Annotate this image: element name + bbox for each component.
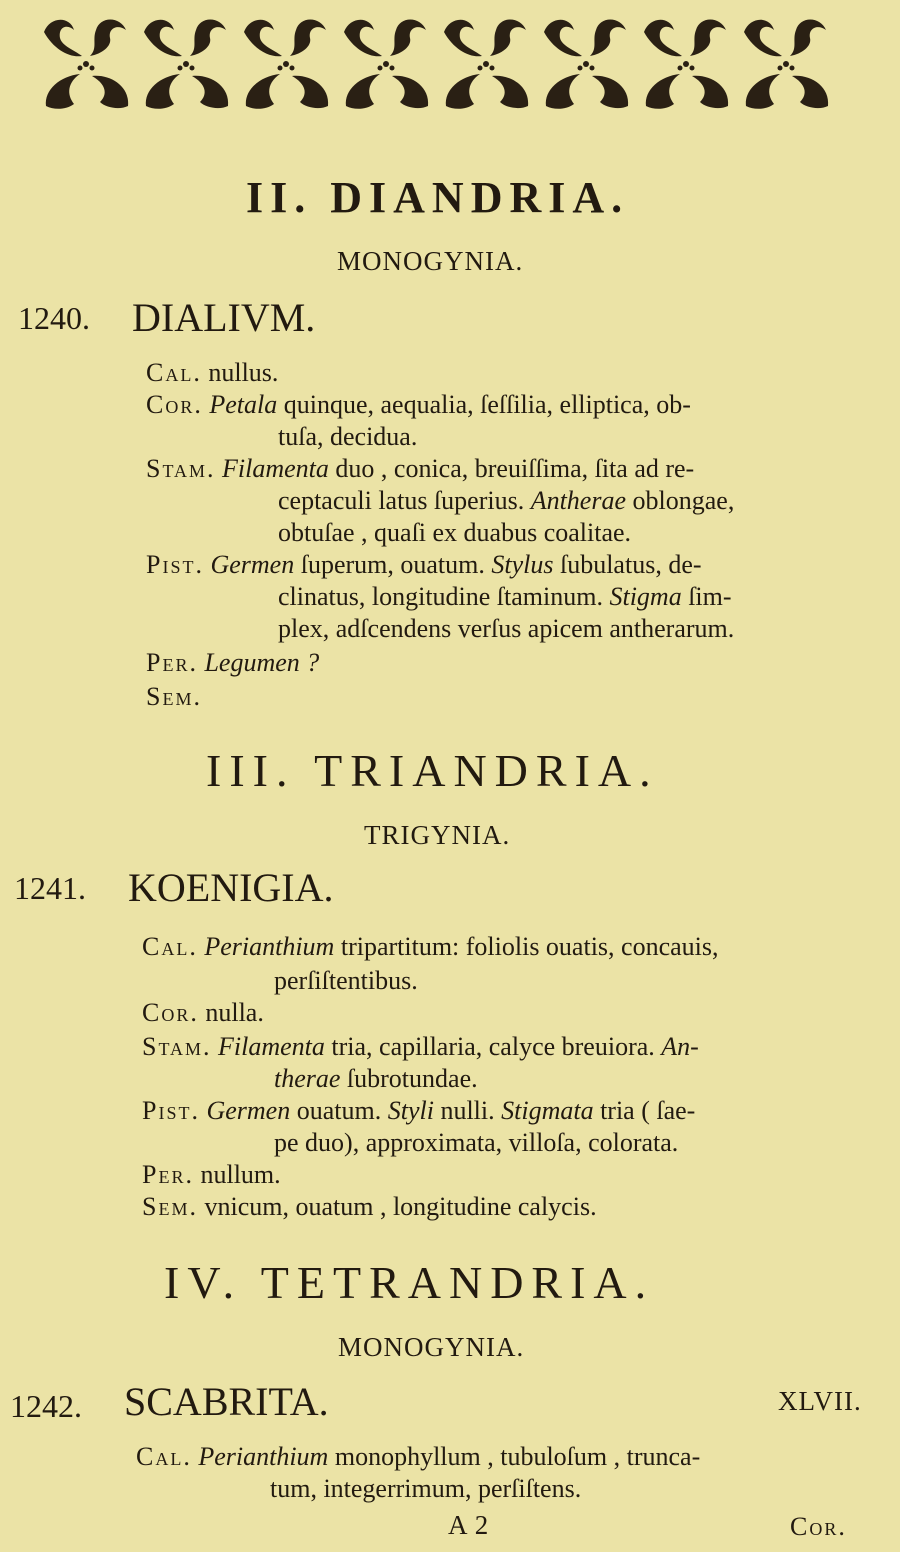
line-italic: Perianthium [204,932,335,961]
catchword: Cor. [790,1512,847,1541]
line-text: nullum. [200,1160,281,1189]
line-text: clinatus, longitudine ſtaminum. [278,582,610,611]
line-text: perſiſtentibus. [274,966,418,995]
line-text: monophyllum , tubuloſum , trunca- [328,1442,701,1471]
line-label: Cal. [142,932,198,961]
line-text: ſubrotundae. [340,1064,478,1093]
description-line [270,1474,581,1504]
description-line [142,998,264,1028]
line-text: quinque, aequalia, ſeſſilia, elliptica, ob- [277,390,691,419]
genus-number: 1241. [14,870,86,906]
line-text: ouatum. [290,1096,388,1125]
line-label: Cal. [136,1442,192,1471]
line-italic: Styli [387,1096,434,1125]
line-label: Per. [146,648,198,677]
description-line [142,1032,699,1062]
line-label: Cal. [146,358,202,387]
line-label: Stam. [146,454,216,483]
class-title: III. TRIANDRIA. [206,745,659,796]
description-line [274,1128,678,1158]
line-italic: Petala [209,390,278,419]
line-text: duo , conica, breuiſſima, ſita ad re- [328,454,695,483]
line-label: Cor. [146,390,203,419]
line-label: Pist. [142,1096,200,1125]
description-line [146,454,694,484]
description-line [146,682,202,712]
line-label: Stam. [142,1032,212,1061]
line-label: Sem. [142,1192,198,1221]
class-title: IV. TETRANDRIA. [164,1257,655,1308]
line-label: Sem. [146,682,202,711]
line-italic: therae [274,1064,341,1093]
line-italic: Legumen ? [204,648,320,677]
signature-mark: A 2 [448,1510,490,1540]
line-text: ſim- [681,582,732,611]
line-text: obtuſae , quaſi ex duabus coalitae. [278,518,632,547]
line-italic: Stigma [609,582,682,611]
line-text: nulli. [433,1096,502,1125]
description-line [278,614,734,644]
description-line [278,422,417,452]
line-italic: Stigmata [501,1096,594,1125]
description-line [142,1160,281,1190]
description-line [278,582,732,612]
line-label: Cor. [142,998,199,1027]
line-label: Per. [142,1160,194,1189]
genus-name: SCABRITA. [124,1379,329,1424]
description-line [136,1442,700,1472]
description-line [274,1064,478,1094]
description-line [146,358,278,388]
line-italic: Germen [210,550,295,579]
description-line [142,1192,597,1222]
description-line [142,932,719,962]
line-text: ſuperum, ouatum. [294,550,492,579]
line-text: nullus. [208,358,279,387]
line-text: tripartitum: foliolis ouatis, concauis, [334,932,719,961]
line-text: tum, integerrimum, perſiſtens. [270,1474,582,1503]
line-text: tria ( ſae- [593,1096,696,1125]
line-italic: Perianthium [198,1442,329,1471]
genus-name: KOENIGIA. [128,865,334,910]
line-italic: Stylus [491,550,554,579]
line-text: plex, adſcendens verſus apicem antherarum. [278,614,735,643]
line-text: ſubulatus, de- [553,550,702,579]
order-title: MONOGYNIA. [338,1332,525,1362]
line-italic: An- [661,1032,699,1061]
description-line [146,648,319,678]
description-line [142,1096,695,1126]
description-line [278,518,631,548]
line-italic: Filamenta [222,454,329,483]
line-text: pe duo), approximata, villoſa, colorata. [274,1128,679,1157]
page-signature-numeral: XLVII. [778,1386,862,1416]
description-line [274,966,418,996]
line-italic: Filamenta [218,1032,325,1061]
line-italic: Germen [206,1096,291,1125]
order-title: MONOGYNIA. [337,246,524,276]
line-text: tria, capillaria, calyce breuiora. [324,1032,662,1061]
line-italic: Antherae [530,486,627,515]
line-text: vnicum, ouatum , longitudine calycis. [204,1192,597,1221]
class-title: II. DIANDRIA. [246,173,630,222]
description-line [146,390,691,420]
line-text: tuſa, decidua. [278,422,418,451]
genus-number: 1242. [10,1388,82,1424]
line-text: oblongae, [626,486,735,515]
line-text: ceptaculi latus ſuperius. [278,486,531,515]
genus-number: 1240. [18,300,90,336]
line-text: nulla. [205,998,264,1027]
description-line [146,550,702,580]
ornament-border-icon [40,10,864,114]
line-label: Pist. [146,550,204,579]
order-title: TRIGYNIA. [364,820,511,850]
genus-name: DIALIVM. [132,295,316,340]
description-line [278,486,734,516]
